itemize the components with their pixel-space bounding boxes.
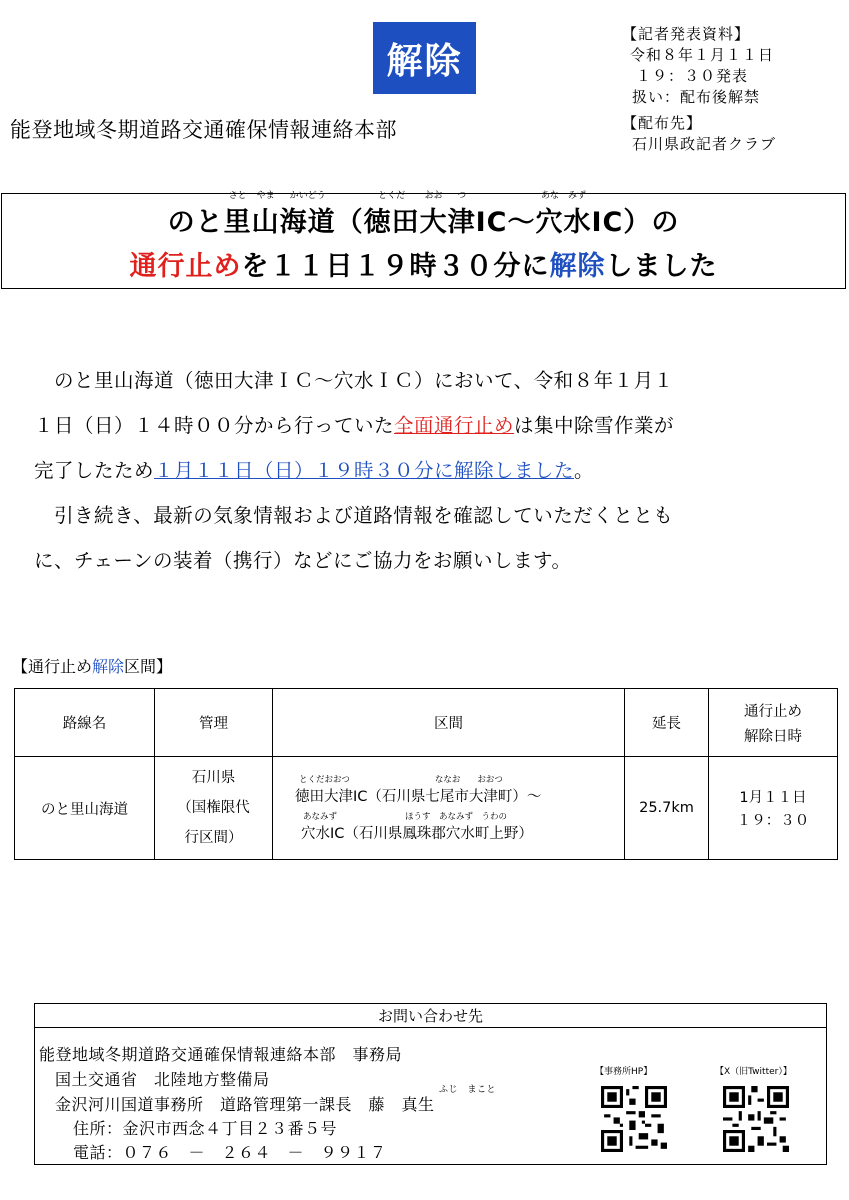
body-line: のと里山海道（徳田大津ＩＣ～穴水ＩＣ）において、令和８年１月１ [54,369,674,392]
distribution-label: 【配布先】 [622,114,703,132]
press-time: １９：３０発表 [636,67,749,85]
header-time: 通行止め 解除日時 [709,689,838,757]
contact-person: 金沢河川国道事務所 道路管理第一課長 藤 真生 [55,1095,435,1114]
release-badge: 解除 [373,22,476,94]
section-title: 【通行止め解除区間】 [12,657,173,676]
press-info [622,24,776,155]
cell-length: 25.7km [625,757,709,860]
contact-address: 住所：金沢市西念４丁目２３番５号 [73,1119,338,1138]
press-embargo: 扱い：配布後解禁 [632,88,761,106]
body-line: 完了したため１月１１日（日）１９時３０分に解除しました。 [34,459,595,482]
distribution-target: 石川県政記者クラブ [632,135,777,153]
press-date: 令和８年１月１１日 [630,46,775,64]
headline-line-2: 通行止めを１１日１９時３０分に解除しました [129,251,718,282]
header-length: 延長 [625,689,709,757]
header-section: 区間 [273,689,625,757]
table-row [15,757,838,860]
organization-name: 能登地域冬期道路交通確保情報連絡本部 [10,118,397,142]
headline-box [1,193,846,289]
table-header-row [15,689,838,757]
body-line: １日（日）１４時００分から行っていた全面通行止めは集中除雪作業が [34,414,675,437]
header-manage: 管理 [155,689,273,757]
contact-phone: 電話：０７６ － ２６４ － ９９１７ [73,1143,387,1162]
qr-office-icon[interactable] [601,1086,667,1152]
qr-x-icon[interactable] [723,1086,789,1152]
cell-time: 1月１１日 １９：３０ [709,757,838,860]
qr-office-label: 【事務所HP】 [595,1067,653,1077]
contact-box [34,1003,827,1165]
contact-ministry: 国土交通省 北陸地方整備局 [55,1070,270,1089]
qr-x-label: 【X（旧Twitter）】 [715,1067,792,1077]
cell-route: のと里山海道 [15,757,155,860]
contact-heading: お問い合わせ先 [35,1004,826,1028]
body-line: に、チェーンの装着（携行）などにご協力をお願いします。 [34,549,572,572]
cell-manage: 石川県 （国権限代 行区間） [155,757,273,860]
header-route: 路線名 [15,689,155,757]
headline-line-1: のと さと 里 やま 山 かいどう 海道（ とくだ 徳田 おお 大 つ 津IC～ あな みず 穴水IC）の [167,191,680,238]
contact-office: 能登地域冬期道路交通確保情報連絡本部 事務局 [39,1045,403,1064]
closure-section-table [14,688,838,860]
contact-name-ruby: ふじ まこと [439,1085,497,1095]
body-text [34,358,824,583]
body-line: 引き続き、最新の気象情報および道路情報を確認していただくととも [54,504,674,527]
press-label: 【記者発表資料】 [622,25,751,43]
cell-section: とくだおおつ ななお おおつ 徳田大津IC（石川県七尾市大津町）～ あなみず ほうす あなみず うわの 穴水IC（石川県鳳珠郡穴水町上野） [273,757,625,860]
